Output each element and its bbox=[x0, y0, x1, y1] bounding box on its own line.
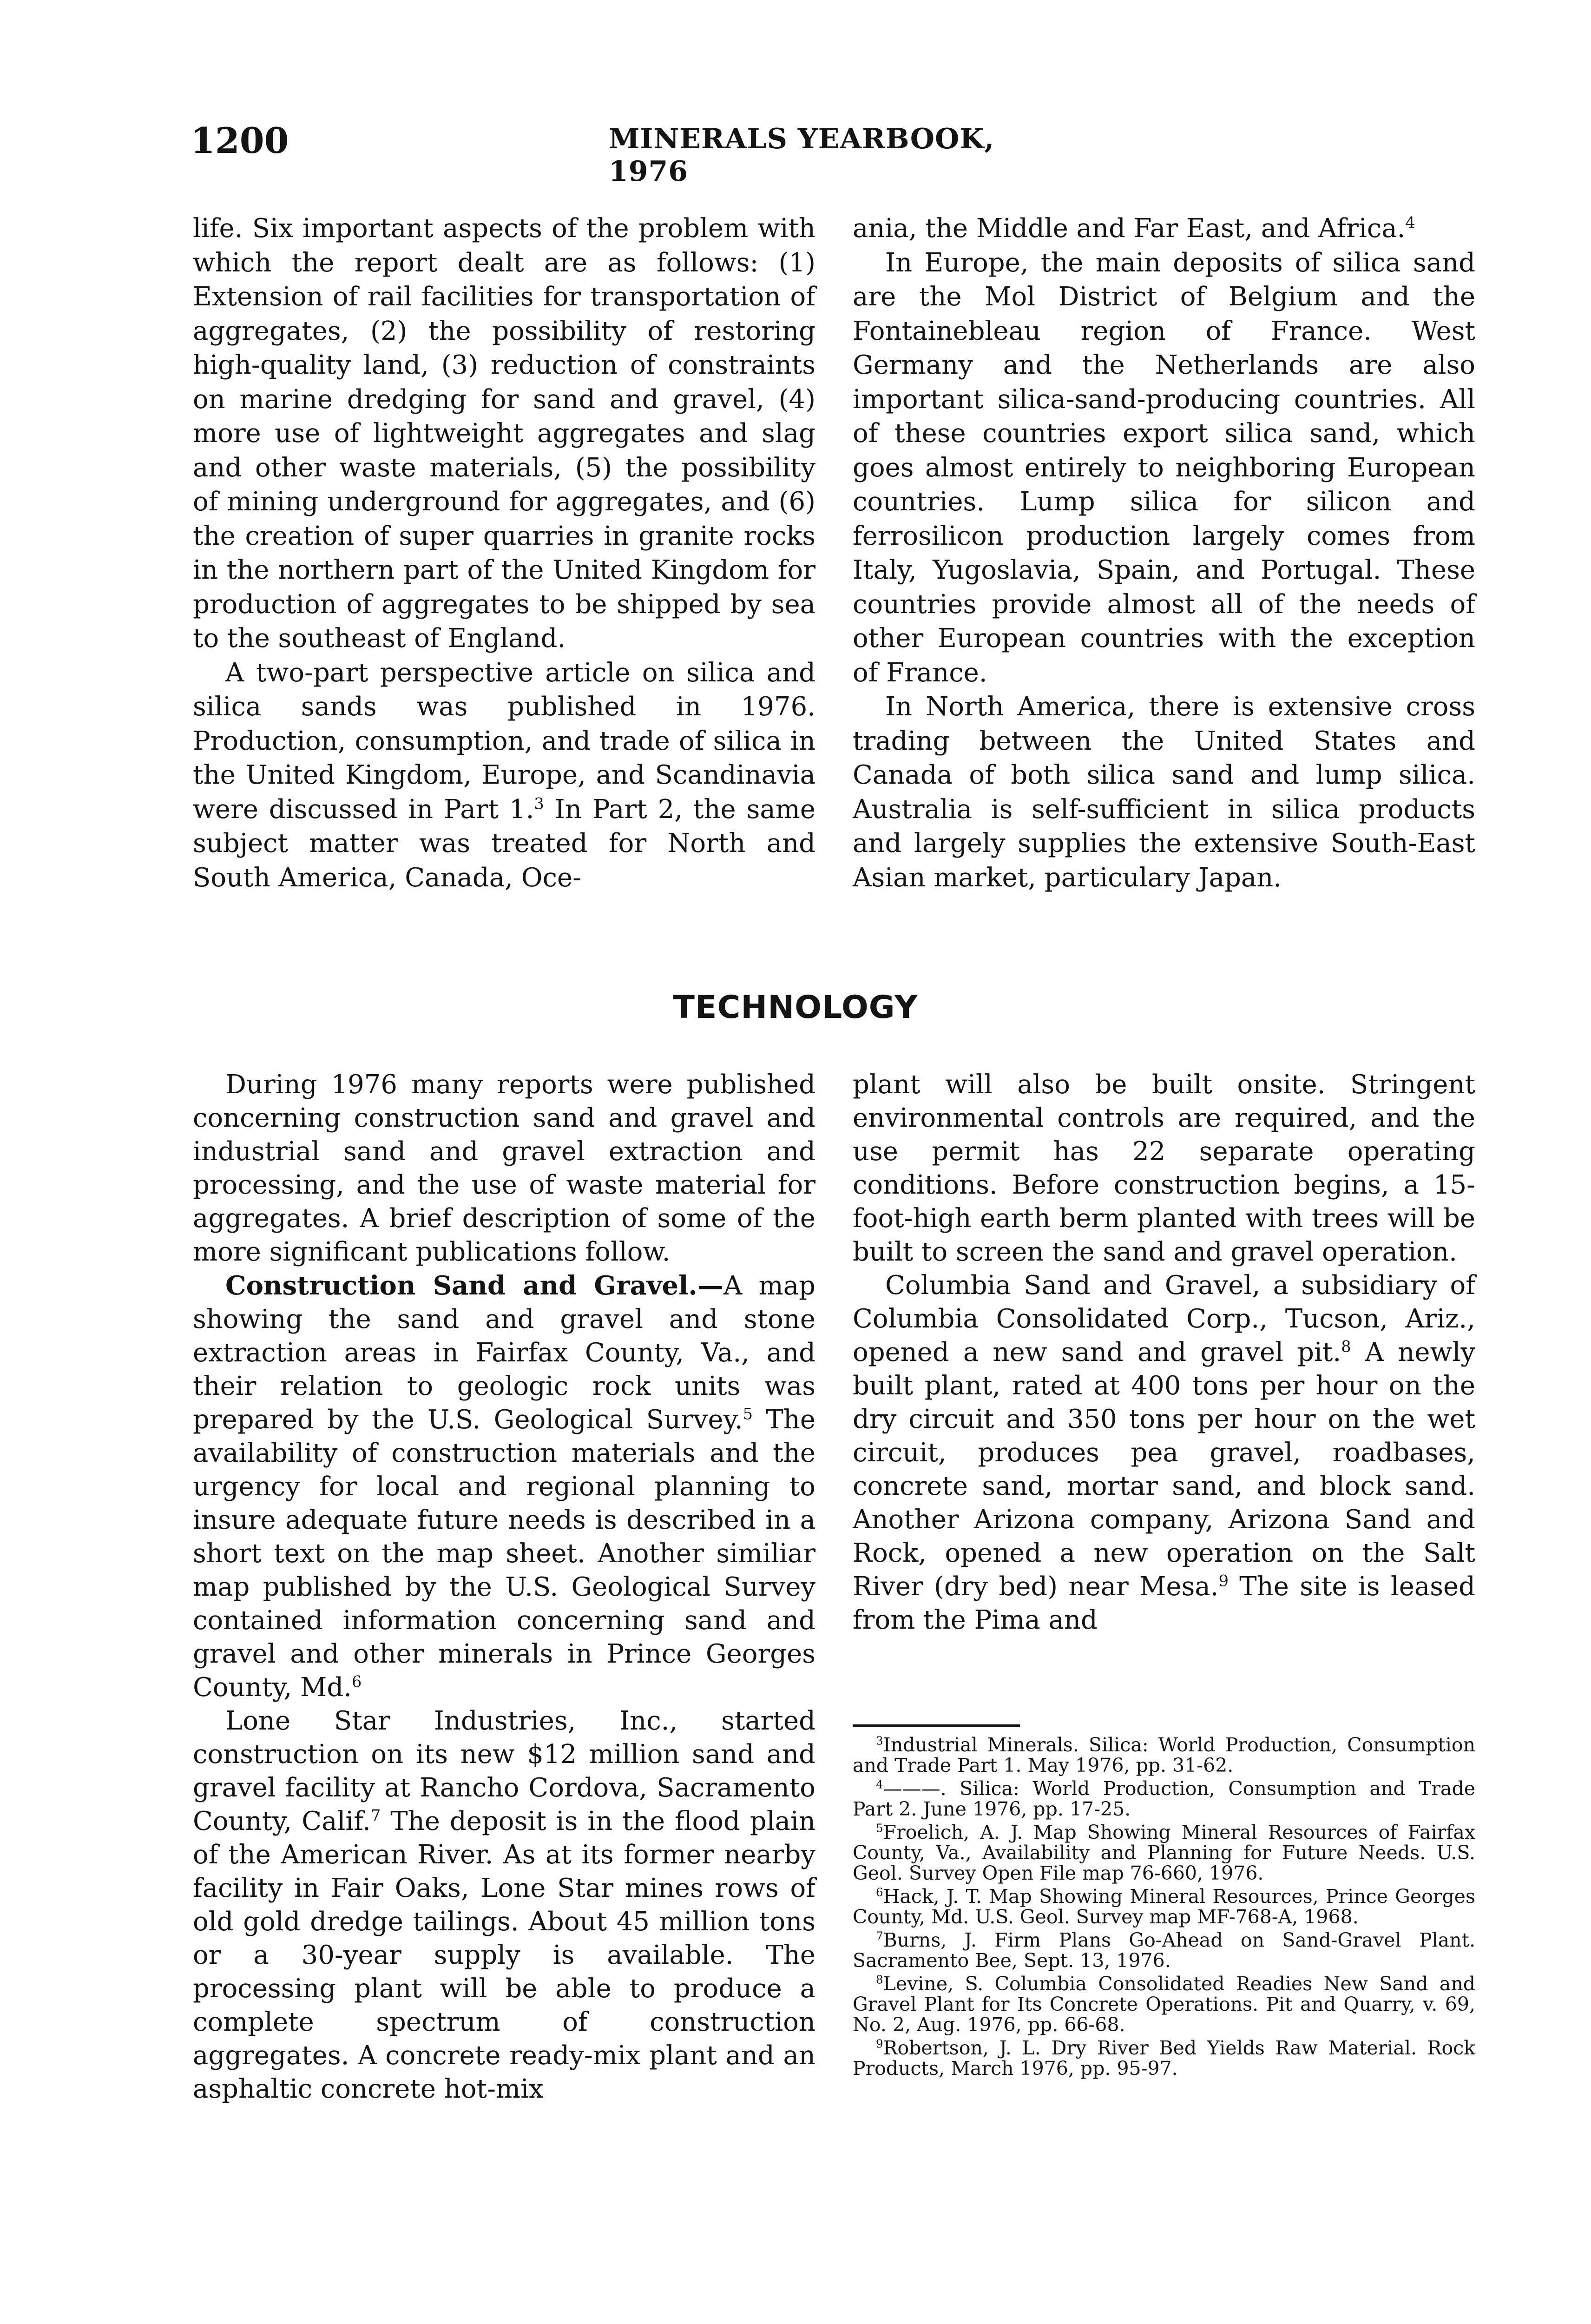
paragraph: During 1976 many reports were published concerning construction sand and gravel and industrial sand and gravel extraction and processing, and the use of waste material for aggregates. A brief description of some of the more significant publications follow. bbox=[193, 1070, 815, 1267]
footnote bbox=[853, 1822, 1475, 1883]
top-left-column bbox=[193, 211, 815, 895]
footnotes bbox=[853, 1735, 1475, 2081]
footnote-number: 8 bbox=[876, 1973, 883, 1987]
footnote-number: 3 bbox=[876, 1734, 883, 1748]
footnote-ref: 5 bbox=[743, 1405, 753, 1423]
section-heading: TECHNOLOGY bbox=[673, 989, 918, 1026]
paragraph: plant will also be built onsite. Stringent environmental controls are required, and the use permit has 22 separate operating conditions. Before construction begins, a 15-foot-high earth berm planted with trees will be built to screen the sand and gravel operation. bbox=[853, 1070, 1475, 1267]
footnote-number: 4 bbox=[876, 1777, 883, 1791]
paragraph bbox=[193, 656, 815, 895]
paragraph bbox=[193, 1704, 815, 2106]
paragraph-text: The site is leased from the Pima and bbox=[853, 1571, 1475, 1635]
footnote-number: 6 bbox=[876, 1885, 883, 1899]
footnote-ref: 9 bbox=[1218, 1571, 1229, 1590]
footnote bbox=[853, 2038, 1475, 2079]
paragraph bbox=[193, 1269, 815, 1704]
paragraph-text: The deposit is in the flood plain of the American River. As at its former nearby facility in Fair Oaks, Lone Star mines rows of old gold dredge tailings. About 45 million tons or a 30-year supply is available. The processing plant will be able to produce a complete spectrum of construction aggregates. A concrete ready-mix plant and an asphaltic concrete hot-mix bbox=[193, 1806, 816, 2104]
paragraph-text: A newly built plant, rated at 400 tons per hour on the dry circuit and 350 tons per hour on the wet circuit, produces pea gravel, roadbases, concrete sand, mortar sand, and block sand. Another Arizona company, Arizona Sand and Rock, opened a new operation on the Salt River (dry bed) near Mesa. bbox=[853, 1337, 1475, 1602]
paragraph: In Europe, the main deposits of silica sand are the Mol District of Belgium and the Fontainebleau region of France. West Germany and the Netherlands are also important silica-sand-producing countries. All of these countries export silica sand, which goes almost entirely to neighboring European countries. Lump silica for silicon and ferrosilicon production largely comes from Italy, Yugoslavia, Spain, and Portugal. These countries provide almost all of the needs of other European countries with the exception of France. bbox=[853, 247, 1475, 688]
footnote-text: Levine, S. Columbia Consolidated Readies New Sand and Gravel Plant for Its Concrete Operations. Pit and Quarry, v. 69, No. 2, Aug. 1976, pp. 66-68. bbox=[853, 1973, 1475, 2036]
footnote-number: 5 bbox=[876, 1821, 883, 1835]
footnote-ref: 4 bbox=[1405, 213, 1415, 232]
footnote-ref: 7 bbox=[370, 1806, 381, 1825]
footnote-number: 9 bbox=[876, 2037, 883, 2051]
footnote-text: Burns, J. Firm Plans Go-Ahead on Sand-Gravel Plant. Sacramento Bee, Sept. 13, 1976. bbox=[853, 1929, 1475, 1972]
paragraph-text: Lone Star Industries, Inc., started construction on its new $12 million sand and gravel facility at Rancho Cordova, Sacramento County, Calif. bbox=[193, 1706, 815, 1836]
paragraph-text: The availability of construction materials and the urgency for local and regional planning to insure adequate future needs is described in a short text on the map sheet. Another similiar map published by the U.S. Geological Survey contained information concerning sand and gravel and other minerals in Prince Georges County, Md. bbox=[193, 1405, 816, 1703]
paragraph bbox=[853, 1269, 1475, 1637]
footnote-text: Froelich, A. J. Map Showing Mineral Resources of Fairfax County, Va., Availability and Planning for Future Needs. U.S. Geol. Survey Open File map 76-660, 1976. bbox=[853, 1821, 1475, 1884]
page-number: 1200 bbox=[191, 120, 289, 161]
paragraph-text: In Part 2, the same subject matter was treated for North and South America, Canada, Oce- bbox=[193, 794, 816, 893]
run-in-heading: Construction Sand and Gravel.— bbox=[225, 1270, 723, 1301]
paragraph-text: A map showing the sand and gravel and stone extraction areas in Fairfax County, Va., and their relation to geologic rock units was prepared by the U.S. Geological Survey. bbox=[193, 1271, 815, 1435]
paragraph-text: ania, the Middle and Far East, and Africa. bbox=[853, 213, 1406, 244]
footnote-text: Robertson, J. L. Dry River Bed Yields Raw Material. Rock Products, March 1976, pp. 95-97. bbox=[853, 2037, 1475, 2080]
footnote-ref: 8 bbox=[1341, 1337, 1351, 1356]
footnote-number: 7 bbox=[876, 1929, 883, 1943]
page-header bbox=[191, 120, 1073, 188]
footnote-ref: 6 bbox=[352, 1672, 362, 1691]
paragraph: life. Six important aspects of the problem with which the report dealt are as follows: (1) Extension of rail facilities for transportation of aggregates, (2) the possibility of restoring high-quality land, (3) reduction of constraints on marine dredging for sand and gravel, (4) more use of lightweight aggregates and slag and other waste materials, (5) the possibility of mining underground for aggregates, and (6) the creation of super quarries in granite rocks in the northern part of the United Kingdom for production of aggregates to be shipped by sea to the southeast of England. bbox=[193, 213, 815, 654]
footnote bbox=[853, 1974, 1475, 2035]
paragraph bbox=[853, 211, 1475, 246]
paragraph-text: Columbia Sand and Gravel, a subsidiary of Columbia Consolidated Corp., Tucson, Ariz., opened a new sand and gravel pit. bbox=[853, 1270, 1475, 1367]
top-right-column bbox=[853, 211, 1475, 895]
bottom-right-column bbox=[853, 1068, 1475, 1637]
footnote-rule bbox=[853, 1724, 1020, 1727]
footnote-text: Hack, J. T. Map Showing Mineral Resources, Prince Georges County, Md. U.S. Geol. Survey map MF-768-A, 1968. bbox=[853, 1885, 1475, 1928]
footnote bbox=[853, 1930, 1475, 1971]
footnote-text: Industrial Minerals. Silica: World Production, Consumption and Trade Part 1. May 1976, pp. 31-62. bbox=[853, 1734, 1475, 1776]
footnote bbox=[853, 1735, 1475, 1776]
running-title: MINERALS YEARBOOK, 1976 bbox=[609, 123, 995, 188]
paragraph-text: A two-part perspective article on silica and silica sands was published in 1976. Production, consumption, and trade of silica in the United Kingdom, Europe, and Scandinavia were discussed in Part 1. bbox=[193, 657, 815, 825]
bottom-left-column bbox=[193, 1068, 815, 2106]
footnote bbox=[853, 1778, 1475, 1819]
footnote bbox=[853, 1886, 1475, 1927]
footnote-ref: 3 bbox=[534, 794, 544, 812]
footnote-text: ———. Silica: World Production, Consumption and Trade Part 2. June 1976, pp. 17-25. bbox=[853, 1777, 1475, 1820]
paragraph: In North America, there is extensive cross trading between the United States and Canada of both silica sand and lump silica. Australia is self-sufficient in silica products and largely supplies the extensive South-East Asian market, particulary Japan. bbox=[853, 692, 1475, 893]
